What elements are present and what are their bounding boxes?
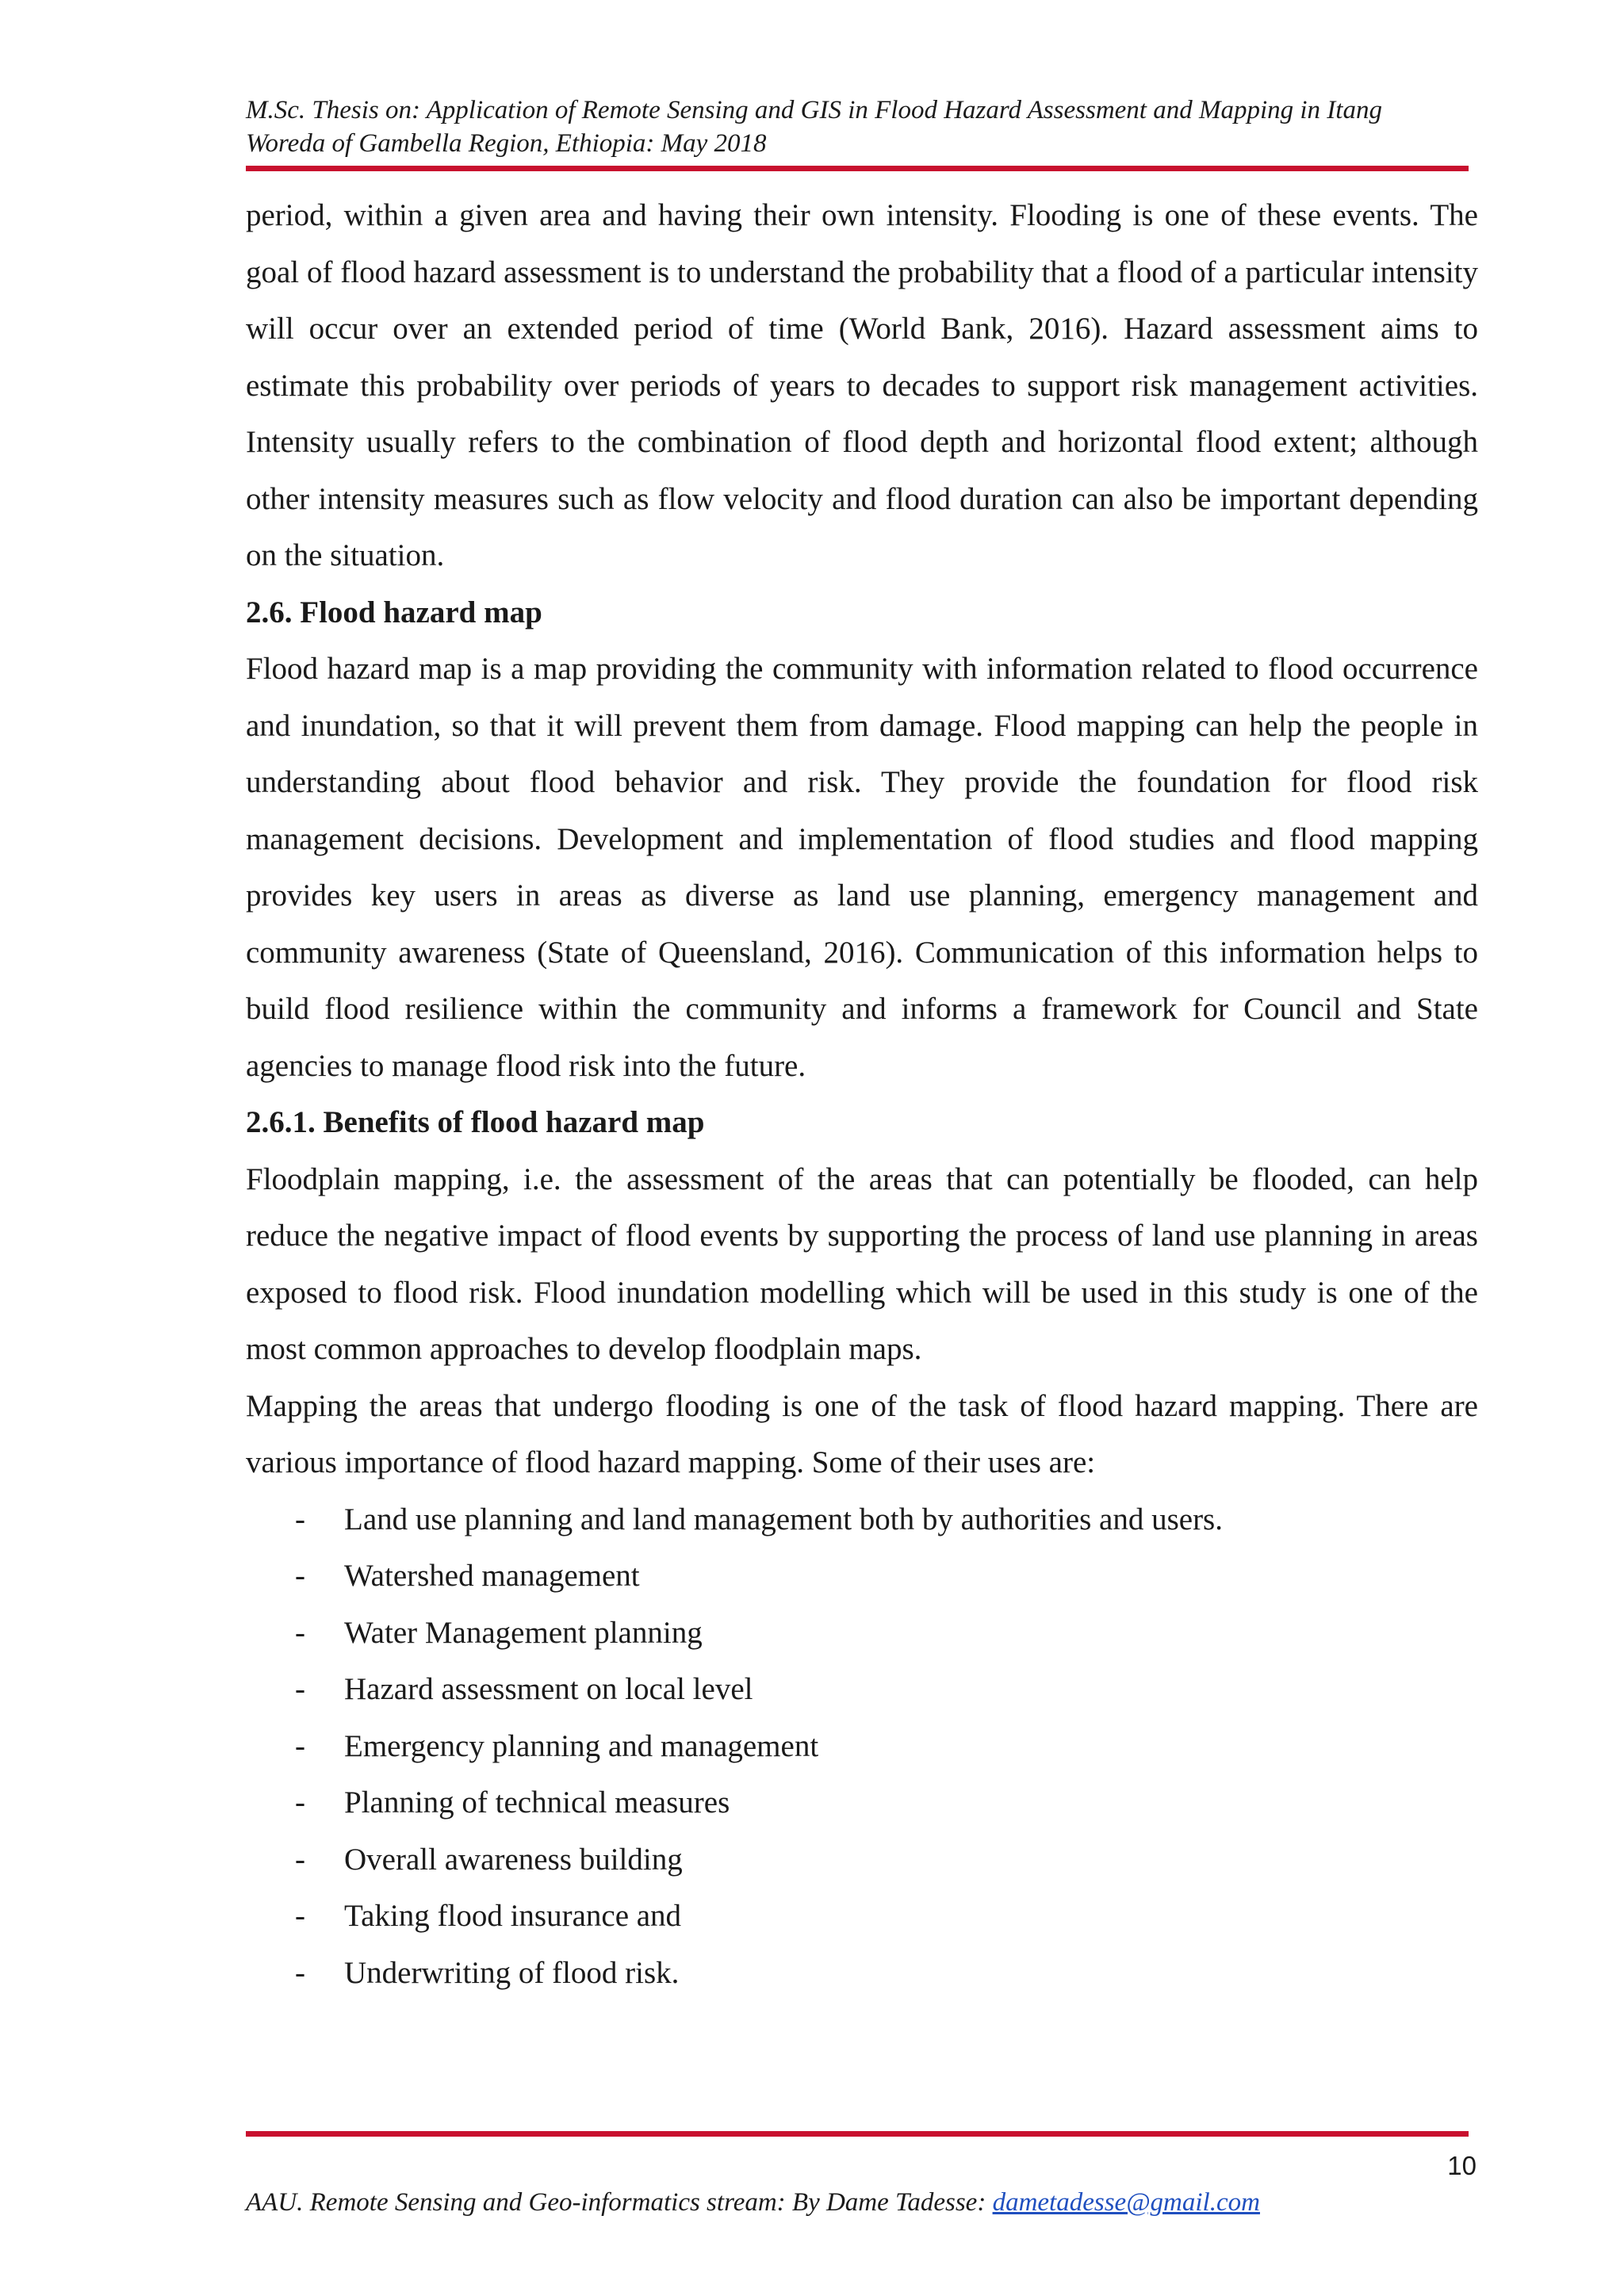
bullet-dash: -	[295, 1615, 305, 1650]
bullet-dash: -	[295, 1842, 305, 1877]
header-rule	[246, 166, 1469, 171]
bullet-dash: -	[295, 1899, 305, 1933]
main-content	[246, 187, 1478, 2001]
paragraph-intensity: period, within a given area and having their own intensity. Flooding is one of these events. The goal of flood hazard assessment is to understand the probability that a flood of a particular intensity will occur over an extended period of time (World Bank, 2016). Hazard assessment aims to estimate this probability over periods of years to decades to support risk management activities. Intensity usually refers to the combination of flood depth and horizontal flood extent; although other intensity measures such as flow velocity and flood duration can also be important depending on the situation.	[246, 198, 1478, 572]
list-item	[246, 1491, 1478, 1548]
list-item	[246, 1605, 1478, 1662]
list-item-text: Underwriting of flood risk.	[344, 1955, 680, 1990]
header-line-1: M.Sc. Thesis on: Application of Remote Sensing and GIS in Flood Hazard Assessment and Mapping in Itang	[246, 96, 1382, 124]
list-item-text: Planning of technical measures	[344, 1785, 730, 1820]
list-item	[246, 1888, 1478, 1945]
footer-email-link[interactable]: dametadesse@gmail.com	[992, 2188, 1260, 2217]
bullet-dash: -	[295, 1672, 305, 1706]
paragraph-floodplain-mapping: Floodplain mapping, i.e. the assessment of the areas that can potentially be flooded, can help reduce the negative impact of flood events by supporting the process of land use planning in areas exposed to flood risk. Flood inundation modelling which will be used in this study is one of the most common approaches to develop floodplain maps.	[246, 1161, 1478, 1366]
section-heading-benefits: 2.6.1. Benefits of flood hazard map	[246, 1105, 705, 1139]
bullet-dash: -	[295, 1559, 305, 1593]
header-line-2: Woreda of Gambella Region, Ethiopia: May 2018	[246, 129, 767, 158]
list-item-text: Hazard assessment on local level	[344, 1672, 753, 1706]
list-item-text: Watershed management	[344, 1559, 640, 1593]
running-header	[246, 94, 1483, 160]
section-heading-flood-hazard-map: 2.6. Flood hazard map	[246, 595, 542, 629]
bullet-dash: -	[295, 1785, 305, 1820]
list-item-text: Taking flood insurance and	[344, 1899, 682, 1933]
uses-list	[246, 1491, 1478, 2002]
page-number: 10	[1447, 2151, 1477, 2180]
footer-rule	[246, 2131, 1469, 2137]
list-item	[246, 1945, 1478, 2002]
list-item	[246, 1831, 1478, 1888]
list-item-text: Water Management planning	[344, 1615, 703, 1650]
running-footer	[246, 2186, 1260, 2219]
bullet-dash: -	[295, 1955, 305, 1990]
list-item	[246, 1548, 1478, 1605]
footer-text: AAU. Remote Sensing and Geo-informatics stream: By Dame Tadesse:	[246, 2188, 986, 2217]
bullet-dash: -	[295, 1502, 305, 1536]
list-item	[246, 1718, 1478, 1775]
list-item-text: Overall awareness building	[344, 1842, 683, 1877]
list-item	[246, 1661, 1478, 1718]
paragraph-uses-intro: Mapping the areas that undergo flooding is one of the task of flood hazard mapping. There are various importance of flood hazard mapping. Some of their uses are:	[246, 1388, 1478, 1479]
paragraph-flood-hazard-map: Flood hazard map is a map providing the community with information related to flood occurrence and inundation, so that it will prevent them from damage. Flood mapping can help the people in understanding about flood behavior and risk. They provide the foundation for flood risk management decisions. Development and implementation of flood studies and flood mapping provides key users in areas as diverse as land use planning, emergency management and community awareness (State of Queensland, 2016). Communication of this information helps to build flood resilience within the community and informs a framework for Council and State agencies to manage flood risk into the future.	[246, 652, 1478, 1083]
list-item-text: Land use planning and land management both by authorities and users.	[344, 1502, 1223, 1536]
list-item-text: Emergency planning and management	[344, 1728, 819, 1763]
list-item	[246, 1774, 1478, 1831]
bullet-dash: -	[295, 1728, 305, 1763]
